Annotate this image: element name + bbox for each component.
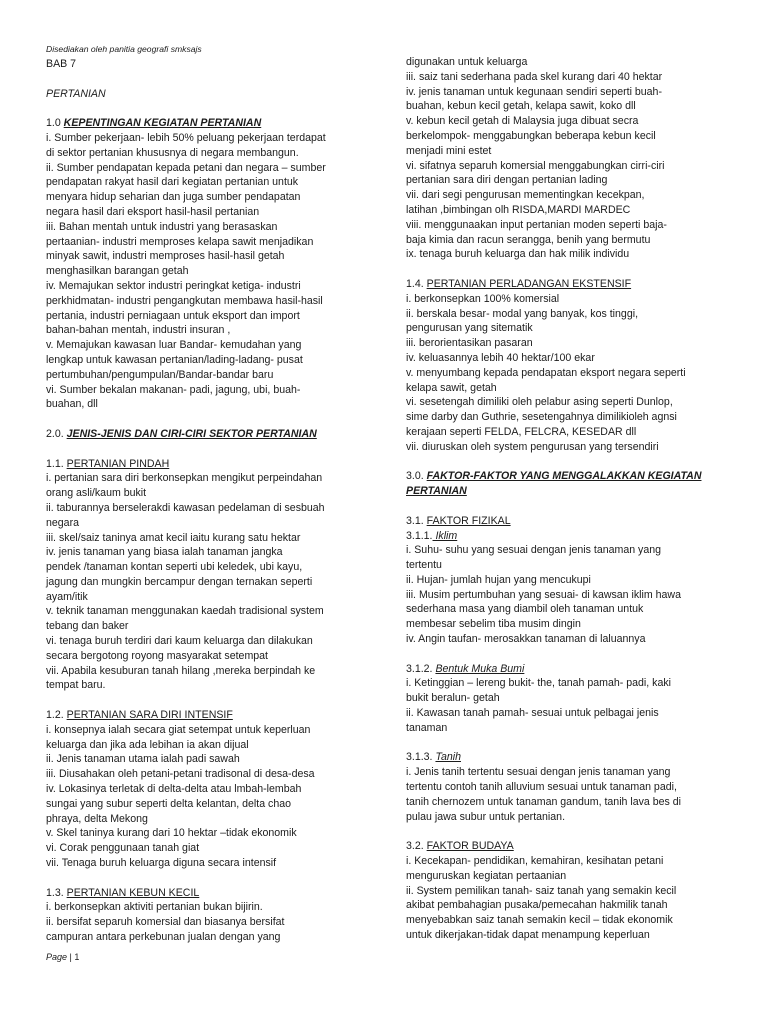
section-title: JENIS-JENIS DAN CIRI-CIRI SEKTOR PERTANIAN [66, 427, 317, 440]
header-note: Disediakan oleh panitia geografi smksajs [46, 44, 202, 54]
section-1-0-body: i. Sumber pekerjaan- lebih 50% peluang pekerjaan terdapat di sektor pertanian khususnya di negara membangun. ii. Sumber pendapatan kepada petani dan negara – sumber pendapatan rakyat hasil dari kegiatan pertanian untuk menyara hidup seharian dan juga sumber pendapatan negara hasil dari eksport hasil-hasil pertanian iii. Bahan mentah untuk industri yang berasaskan pertaanian- industri memproses kelapa sawit menjadikan minyak sawit, industri memproses hasil-hasil getah menghasilkan barangan getah iv. Memajukan sektor industri peringkat ketiga- industri perkhidmatan- industri pengangkutan membawa hasil-hasil pertania, industri perniagaan untuk eksport dan import bahan-bahan mentah, industri insuran , v. Memajukan kawasan luar Bandar- kemudahan yang lengkap untuk kawasan pertanian/lading-ladang- pusat pertumbuhan/pengumpulan/Bandar-bandar baru vi. Sumber bekalan makanan- padi, jagung, ubi, buah- buahan, dll [46, 131, 326, 411]
section-title: PERTANIAN KEBUN KECIL [66, 886, 200, 899]
section-1-3-body: i. berkonsepkan aktiviti pertanian bukan bijirin. ii. bersifat separuh komersial dan biasanya bersifat campuran antara perkebunan jualan dengan yang [46, 901, 285, 944]
section-number: 3.1. [406, 514, 427, 527]
section-number: 1.1. [46, 457, 67, 470]
section-3-1-2-heading [406, 662, 734, 677]
section-2-0-heading [46, 427, 368, 442]
section-3-0-heading [406, 469, 734, 499]
page-separator: | [69, 952, 72, 962]
section-number: 1.3. [46, 886, 67, 899]
section-3-1-1-body: i. Suhu- suhu yang sesuai dengan jenis tanaman yang tertentu ii. Hujan- jumlah hujan yang mencukupi iii. Musim pertumbuhan yang sesuai- di kawsan iklim hawa sederhana masa yang diambil oleh tanaman untuk membesar sebelim tiba musim dingin iv. Angin taufan- merosakkan tanaman di laluannya [406, 544, 681, 646]
chapter-label: BAB 7 [46, 58, 77, 70]
section-3-1-1-heading [406, 529, 734, 544]
section-1-2-body: i. konsepnya ialah secara giat setempat untuk keperluan keluarga dan jika ada lebihan ia akan dijual ii. Jenis tanaman utama ialah padi sawah iii. Diusahakan oleh petani-petani tradisonal di desa-desa iv. Lokasinya terletak di delta-delta atau lmbah-lembah sungai yang subur seperti delta kelantan, delta chao phraya, delta Mekong v. Skel taninya kurang dari 10 hektar –tidak ekonomik vi. Corak penggunaan tanah giat vii. Tenaga buruh keluarga diguna secara intensif [46, 723, 315, 870]
page-label: Page [46, 952, 68, 962]
section-3-1-3-heading [406, 750, 734, 765]
section-title: FAKTOR BUDAYA [426, 840, 514, 853]
section-3-2-heading [406, 839, 734, 854]
section-3-2-body: i. Kecekapan- pendidikan, kemahiran, kesihatan petani menguruskan kegiatan pertaanian ii. System pemilikan tanah- saiz tanah yang semakin kecil akibat pembahagian pusaka/pemecahan hakmilik tanah menyebabkan saiz tanah semakin kecil – tidak ekonomik untuk dikerjakan-tidak dapat menampung keperluan [406, 855, 677, 942]
section-title: KEPENTINGAN KEGIATAN PERTANIAN [63, 117, 262, 130]
section-1-3-continued: digunakan untuk keluarga iii. saiz tani sederhana pada skel kurang dari 40 hektar iv. jenis tanaman untuk kegunaan sendiri seperti buah- buahan, kebun kecil getah, kelapa sawit, koko dll v. kebun kecil getah di Malaysia juga dibuat secra berkelompok- menggabungkan beberapa kebun kecil menjadi mini estet vi. sifatnya separuh komersial menggabungkan cirri-ciri pertanian sara diri dengan pertanian lading vii. dari segi pengurusan mementingkan kecekpan, latihan ,bimbingan olh RISDA,MARDI MARDEC viii. menggunaakan input pertanian moden seperti baja- baja kimia dan racun serangga, benih yang bermutu ix. tenaga buruh keluarga dan hak milik individu [406, 56, 667, 261]
page-number: 1 [74, 952, 80, 962]
section-number: 3.1.2. [406, 662, 436, 675]
section-title: Iklim [432, 529, 458, 542]
section-number: 3.0. [406, 470, 427, 483]
section-number: 3.2. [406, 840, 427, 853]
section-number: 3.1.1. [406, 529, 433, 542]
section-1-3-heading [46, 886, 368, 901]
section-3-1-3-body: i. Jenis tanih tertentu sesuai dengan jenis tanaman yang tertentu contoh tanih alluvium sesuai untuk tanaman padi, tanih chernozem untuk tanaman gandum, tanih lava bes di pulau jawa subur untuk pertanian. [406, 766, 682, 823]
section-3-1-heading [406, 514, 734, 529]
section-number: 3.1.3. [406, 751, 436, 764]
section-1-1-heading [46, 457, 368, 472]
section-title: FAKTOR-FAKTOR YANG MENGGALAKKAN KEGIATAN PERTANIAN [406, 470, 702, 498]
section-1-2-heading [46, 708, 368, 723]
right-column [406, 0, 734, 943]
section-title: PERTANIAN SARA DIRI INTENSIF [66, 709, 233, 722]
section-1-0-heading [46, 116, 368, 131]
section-title: PERTANIAN PERLADANGAN EKSTENSIF [426, 277, 632, 290]
section-title: FAKTOR FIZIKAL [426, 514, 511, 527]
section-number: 2.0. [46, 427, 67, 440]
section-1-4-body: i. berkonsepkan 100% komersial ii. berskala besar- modal yang banyak, kos tinggi, pengurusan yang sitematik iii. berorientasikan pasaran iv. keluasannya lebih 40 hektar/100 ekar v. menyumbang kepada pendapatan eksport negara seperti kelapa sawit, getah vi. sesetengah dimiliki oleh pelabur asing seperti Dunlop, sime darby dan Guthrie, sesetengahnya dimilikioleh agnsi kerajaan seperti FELDA, FELCRA, KESEDAR dll vii. diuruskan oleh system pengurusan yang tersendiri [406, 292, 686, 453]
section-number: 1.0 [46, 117, 64, 130]
section-title: PERTANIAN PINDAH [66, 457, 170, 470]
section-title: Bentuk Muka Bumi [435, 662, 525, 675]
section-1-1-body: i. pertanian sara diri berkonsepkan mengikut perpeindahan orang asli/kaum bukit ii. taburannya berselerakdi kawasan pedelaman di sesbuah negara iii. skel/saiz taninya amat kecil iaitu kurang satu hektar iv. jenis tanaman yang biasa ialah tanaman jangka pendek /tanaman kontan seperti ubi keledek, ubi kayu, jagung dan mungkin bercampur dengan ternakan seperti ayam/itik v. teknik tanaman menggunakan kaedah tradisional system tebang dan baker vi. tenaga buruh terdiri dari kaum keluarga dan dilakukan secara bergotong royong masyarakat setempat vii. Apabila kesuburan tanah hilang ,mereka berpindah ke tempat baru. [46, 472, 325, 692]
section-number: 1.4. [406, 277, 427, 290]
left-column [46, 0, 368, 945]
document-title: PERTANIAN [46, 87, 106, 100]
section-3-1-2-body: i. Ketinggian – lereng bukit- the, tanah pamah- padi, kaki bukit beralun- getah ii. Kawasan tanah pamah- sesuai untuk pelbagai jenis tanaman [406, 677, 672, 734]
section-1-4-heading [406, 277, 734, 292]
section-title: Tanih [435, 751, 461, 764]
page-footer [46, 952, 79, 962]
section-number: 1.2. [46, 709, 67, 722]
